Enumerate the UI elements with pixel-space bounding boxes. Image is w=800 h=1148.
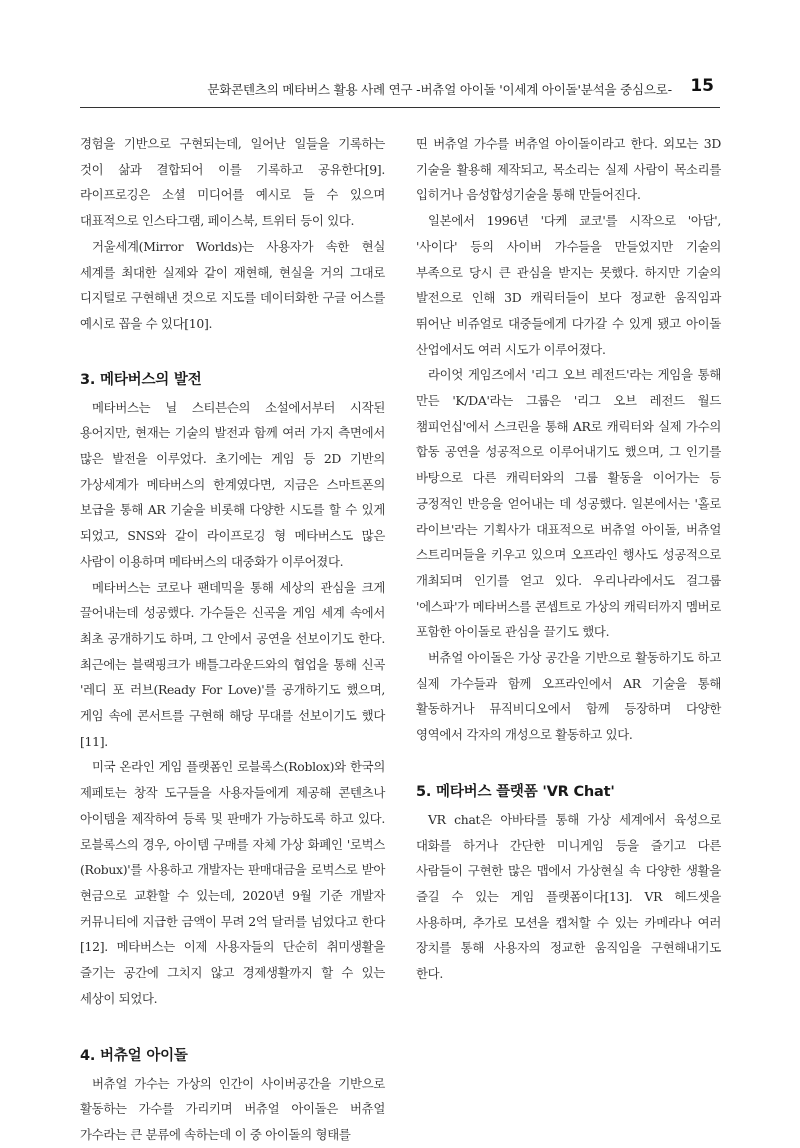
section-heading-5: 5. 메타버스 플랫폼 'VR Chat' (416, 783, 615, 800)
section-heading-4: 4. 버츄얼 아이돌 (80, 1047, 188, 1064)
paragraph: 거울세계(Mirror Worlds)는 사용자가 속한 현실 세계를 최대한 실제와 같이 재현해, 현실을 거의 그대로 디지털로 구현해낸 것으로 지도를 데이터화한 구글 어스를 예시로 꼽을 수 있다[10]. (80, 238, 385, 331)
paragraph: 버츄얼 가수는 가상의 인간이 사이버공간을 기반으로 활동하는 가수를 가리키며 버츄얼 아이돌은 버츄얼 가수라는 큰 분류에 속하는데 이 중 아이돌의 형태를 (80, 1075, 385, 1142)
paragraph: 경험을 기반으로 구현되는데, 일어난 일들을 기록하는 것이 삶과 결합되어 이를 기록하고 공유한다[9]. 라이프로깅은 소셜 미디어를 예시로 들 수 있으며 대표적으로 인스타그램, 페이스북, 트위터 등이 있다. (80, 136, 385, 229)
paragraph: 라이엇 게임즈에서 '리그 오브 레전드'라는 게임을 통해 만든 'K/DA'라는 그룹은 '리그 오브 레전드 월드 챔피언십'에서 스크린을 통해 AR로 캐릭터와 실제 가수의 합동 공연을 성공적으로 이루어내기도 했으며, 그 인기를 바탕으로 다른 캐릭터와의 그룹 활동을 이어가는 등 긍정적인 반응을 얻어내는 데 성공했다. 일본에서는 '홀로 라이브'라는 기획사가 대표적으로 버츄얼 아이돌, 버츄얼 스트리머들을 키우고 있으며 오프라인 행사도 성공적으로 개최되며 인기를 얻고 있다. 우리나라에서도 걸그룹 '에스파'가 메타버스를 콘셉트로 가상의 캐릭터까지 멤버로 포함한 아이돌로 관심을 끌기도 했다. (416, 367, 721, 640)
paragraph: 메타버스는 닐 스티븐슨의 소설에서부터 시작된 용어지만, 현재는 기술의 발전과 함께 여러 가지 측면에서 많은 발전을 이루었다. 초기에는 게임 등 2D 기반의 가상세계가 메타버스의 한계였다면, 지금은 스마트폰의 보급을 통해 AR 기술을 비롯해 다양한 시도를 할 수 있게 되었고, SNS와 같이 라이프로깅 형 메타버스도 많은 사람이 이용하며 메타버스의 대중화가 이루어졌다. (80, 399, 385, 569)
paragraph: 버츄얼 아이돌은 가상 공간을 기반으로 활동하기도 하고 실제 가수들과 함께 오프라인에서 AR 기술을 통해 활동하거나 뮤직비디오에서 함께 등장하며 다양한 영역에서 각자의 개성으로 활동하고 있다. (416, 650, 721, 743)
section-heading-3: 3. 메타버스의 발전 (80, 371, 202, 388)
running-title: 문화콘텐츠의 메타버스 활용 사례 연구 -버츄얼 아이돌 '이세계 아이돌'분석을 중심으로- (207, 82, 672, 97)
paragraph: 띤 버츄얼 가수를 버츄얼 아이돌이라고 한다. 외모는 3D 기술을 활용해 제작되고, 목소리는 실제 사람이 목소리를 입히거나 음성합성기술을 통해 만들어진다. (416, 136, 721, 203)
paragraph: 일본에서 1996년 '다케 쿄코'를 시작으로 '아담', '사이다' 등의 사이버 가수들을 만들었지만 기술의 부족으로 당시 큰 관심을 받지는 못했다. 하지만 기술의 발전으로 인해 3D 캐릭터들이 보다 정교한 움직임과 뛰어난 비쥬얼로 대중들에게 다가갈 수 있게 됐고 아이돌 산업에서도 여러 시도가 이루어졌다. (416, 213, 721, 357)
paragraph: 메타버스는 코로나 팬데믹을 통해 세상의 관심을 크게 끌어내는데 성공했다. 가수들은 신곡을 게임 세계 속에서 최초 공개하기도 하며, 그 안에서 공연을 선보이기도 한다. 최근에는 블랙핑크가 배틀그라운드와의 협업을 통해 신곡 '레디 포 러브(Ready For Love)'를 공개하기도 했으며, 게임 속에 콘서트를 구현해 해당 무대를 선보이기도 했다[11]. (80, 579, 385, 749)
page-number: 15 (690, 76, 714, 96)
paragraph: 미국 온라인 게임 플랫폼인 로블록스(Roblox)와 한국의 제페토는 창작 도구들을 사용자들에게 제공해 콘텐츠나 아이템을 제작하여 등록 및 판매가 가능하도록 하고 있다. 로블록스의 경우, 아이템 구매를 자체 가상 화폐인 '로벅스(Robux)'를 사용하고 개발자는 판매대금을 로벅스로 받아 현금으로 교환할 수 있는데, 2020년 9월 기준 개발자 커뮤니티에 지급한 금액이 무려 2억 달러를 넘었다고 한다[12]. 메타버스는 이제 사용자들의 단순히 취미생활을 즐기는 공간에 그치지 않고 경제생활까지 할 수 있는 세상이 되었다. (80, 759, 385, 1006)
paragraph: VR chat은 아바타를 통해 가상 세계에서 육성으로 대화를 하거나 간단한 미니게임 등을 즐기고 다른 사람들이 구현한 많은 맵에서 가상현실 속 다양한 생활을 즐길 수 있는 게임 플랫폼이다[13]. VR 헤드셋을 사용하며, 추가로 모션을 캡처할 수 있는 카메라나 여러 장치를 통해 사용자의 정교한 움직임을 구현해내기도 한다. (416, 811, 721, 982)
left-column (80, 131, 385, 1148)
right-column (416, 131, 721, 987)
running-header (80, 72, 720, 108)
